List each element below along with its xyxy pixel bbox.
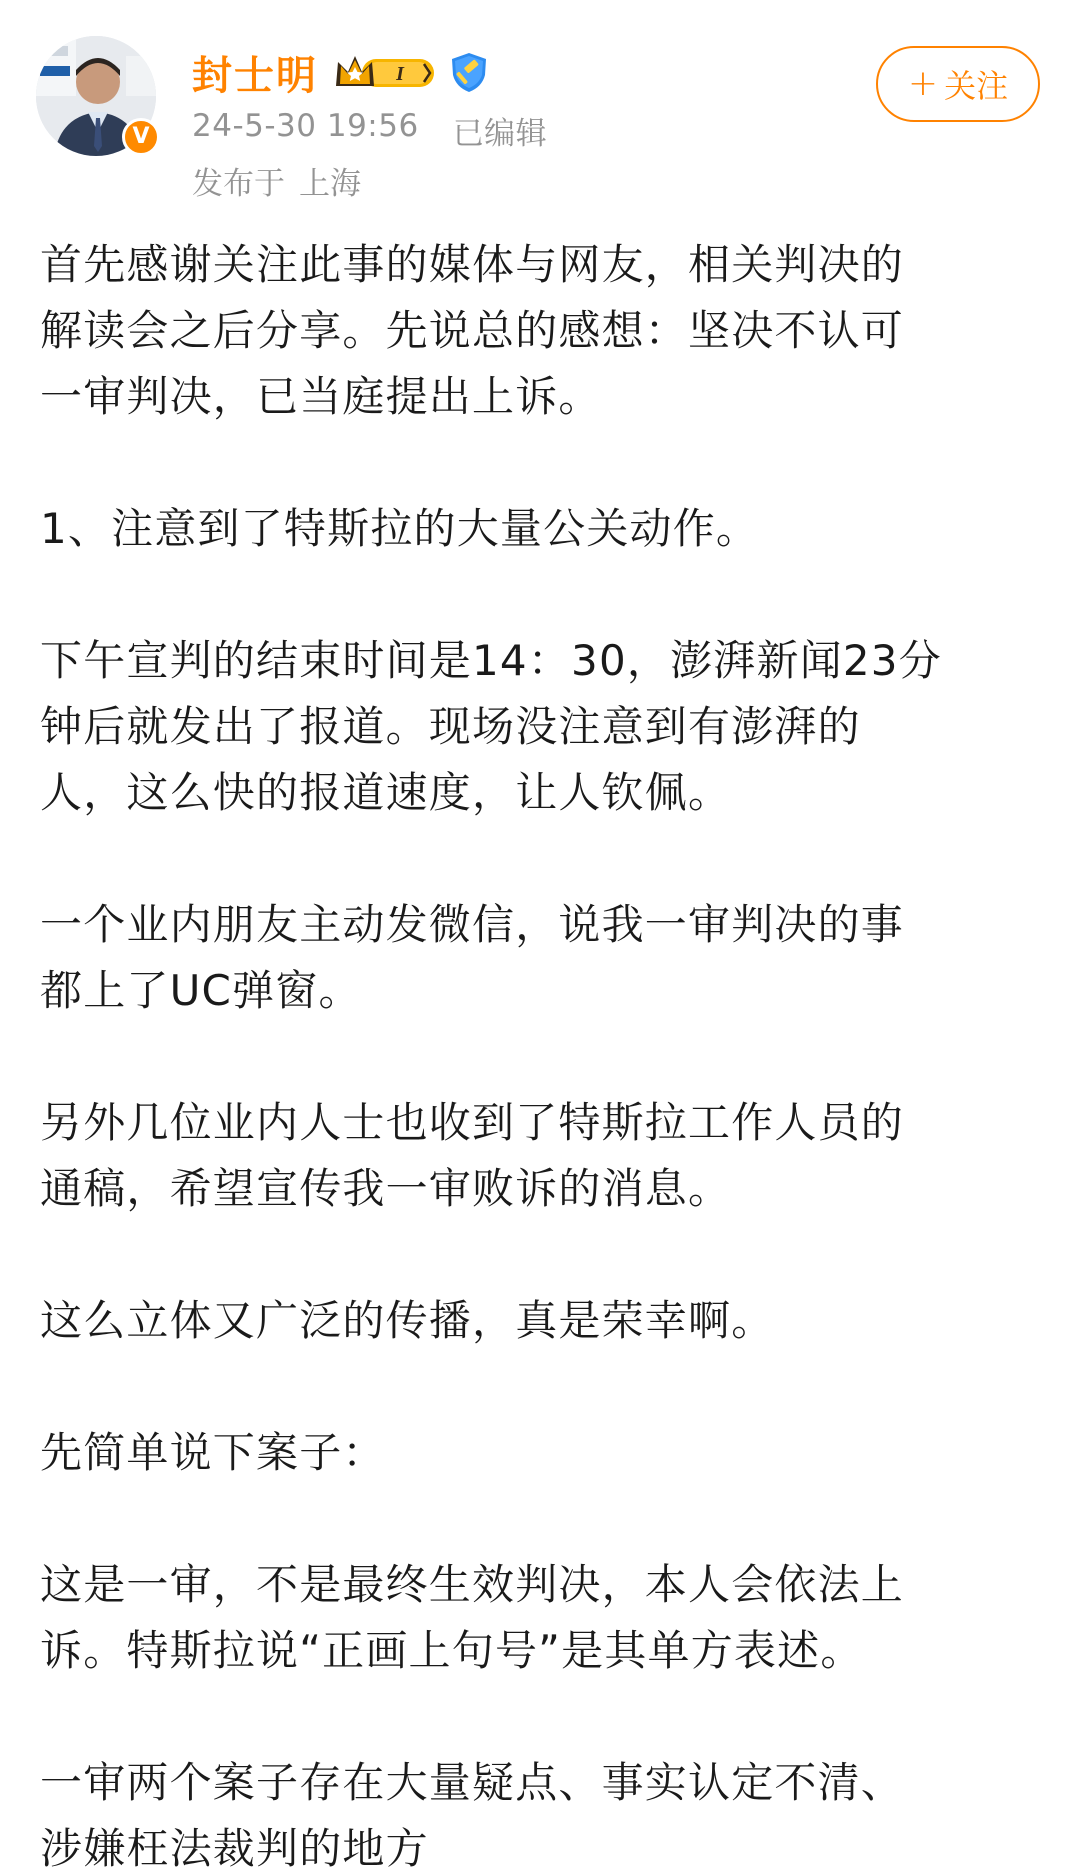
post-body <box>40 232 1050 1872</box>
author-avatar[interactable] <box>36 36 156 156</box>
post-paragraph: 下午宣判的结束时间是14：30，澎湃新闻23分 钟后就发出了报道。现场没注意到有澎湃的 人，这么快的报道速度，让人钦佩。 <box>40 636 942 817</box>
post-paragraph: 这是一审，不是最终生效判决，本人会依法上 诉。特斯拉说“正画上句号”是其单方表述。 <box>40 1560 905 1675</box>
crown-level-badge-icon[interactable] <box>332 50 438 94</box>
verified-v-icon: V <box>122 118 160 156</box>
post-timestamp: 24-5-30 19:56 <box>192 108 419 144</box>
follow-button[interactable] <box>876 46 1040 122</box>
location-text: 上海 <box>299 166 361 202</box>
post-header <box>0 0 1080 230</box>
location-prefix: 发布于 <box>192 166 285 202</box>
author-name[interactable]: 封士明 <box>192 52 318 99</box>
post-meta-row <box>192 108 547 153</box>
edited-label[interactable]: 已编辑 <box>452 116 548 152</box>
post-paragraph: 一审两个案子存在大量疑点、事实认定不清、 涉嫌枉法裁判的地方 <box>40 1758 905 1872</box>
post-paragraph: 先简单说下案子： <box>40 1428 386 1477</box>
level-badge-text: I <box>396 63 404 85</box>
post-location-row <box>192 158 361 203</box>
author-name-row <box>192 44 490 100</box>
follow-button-label: 关注 <box>944 67 1009 105</box>
post-paragraph: 1、注意到了特斯拉的大量公关动作。 <box>40 504 760 553</box>
post-paragraph: 首先感谢关注此事的媒体与网友，相关判决的 解读会之后分享。先说总的感想：坚决不认可 一审判决，已当庭提出上诉。 <box>40 240 905 421</box>
post-paragraph: 这么立体又广泛的传播，真是荣幸啊。 <box>40 1296 775 1345</box>
gavel-shield-badge-icon[interactable] <box>448 51 490 93</box>
post-paragraph: 另外几位业内人士也收到了特斯拉工作人员的 通稿，希望宣传我一审败诉的消息。 <box>40 1098 905 1213</box>
plus-icon: + <box>907 63 939 104</box>
post-paragraph: 一个业内朋友主动发微信，说我一审判决的事 都上了UC弹窗。 <box>40 900 905 1015</box>
